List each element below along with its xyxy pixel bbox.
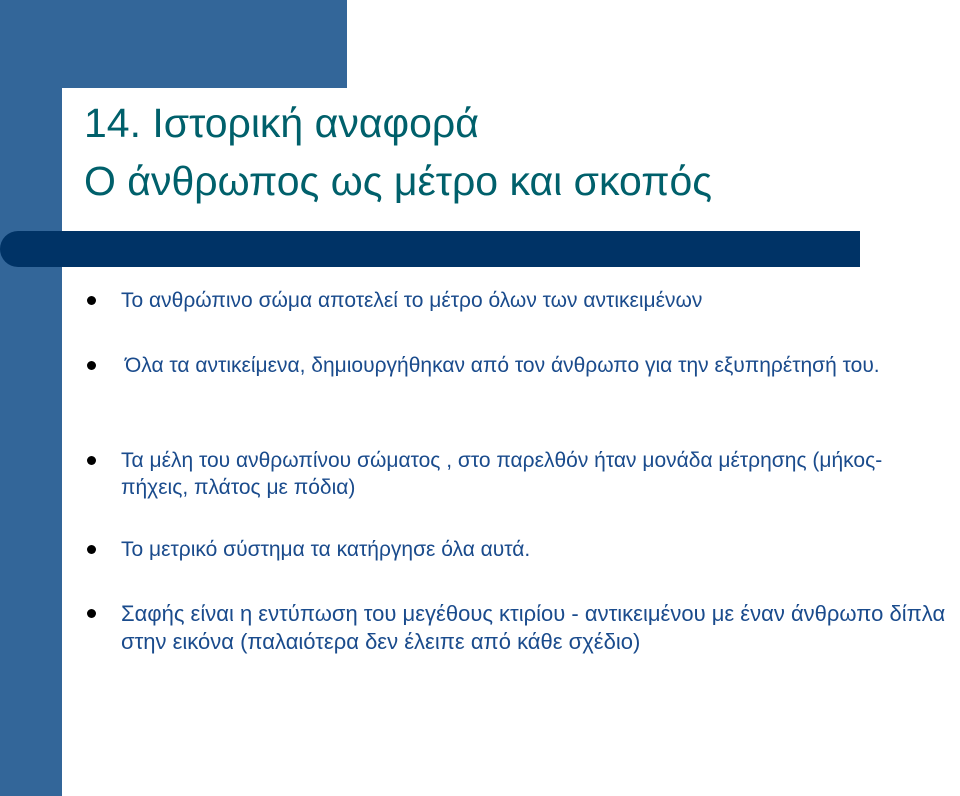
bullet-dot-icon [87, 545, 96, 554]
title-line-2: Ο άνθρωπος ως μέτρο και σκοπός [84, 158, 713, 204]
bullet-text: Το μετρικό σύστημα τα κατήργησε όλα αυτά. [121, 538, 531, 561]
bullet-dot-icon [87, 456, 96, 465]
bullet-item [79, 287, 949, 314]
bullet-text: Όλα τα αντικείμενα, δημιουργήθηκαν από τον άνθρωπο για την εξυπηρέτησή του. [125, 354, 880, 377]
bullet-item [79, 352, 949, 379]
bullet-item [79, 447, 949, 501]
bullet-text: Τα μέλη του ανθρωπίνου σώματος , στο παρελθόν ήταν μονάδα μέτρησης (μήκος-πήχεις, πλάτος με πόδια) [121, 449, 883, 499]
bullet-dot-icon [87, 296, 96, 305]
bullet-text: Το ανθρώπινο σώμα αποτελεί το μέτρο όλων των αντικειμένων [121, 289, 703, 312]
title-line-1: 14. Ιστορική αναφορά [84, 100, 479, 146]
bullet-item [79, 536, 949, 563]
bullet-text: Σαφής είναι η εντύπωση του μεγέθους κτιρίου - αντικειμένου με έναν άνθρωπο δίπλα στην εικόνα (παλαιότερα δεν έλειπε από κάθε σχέδιο) [121, 601, 946, 654]
bullet-item [79, 600, 949, 656]
bullet-dot-icon [87, 361, 96, 370]
bullet-dot-icon [87, 609, 96, 618]
